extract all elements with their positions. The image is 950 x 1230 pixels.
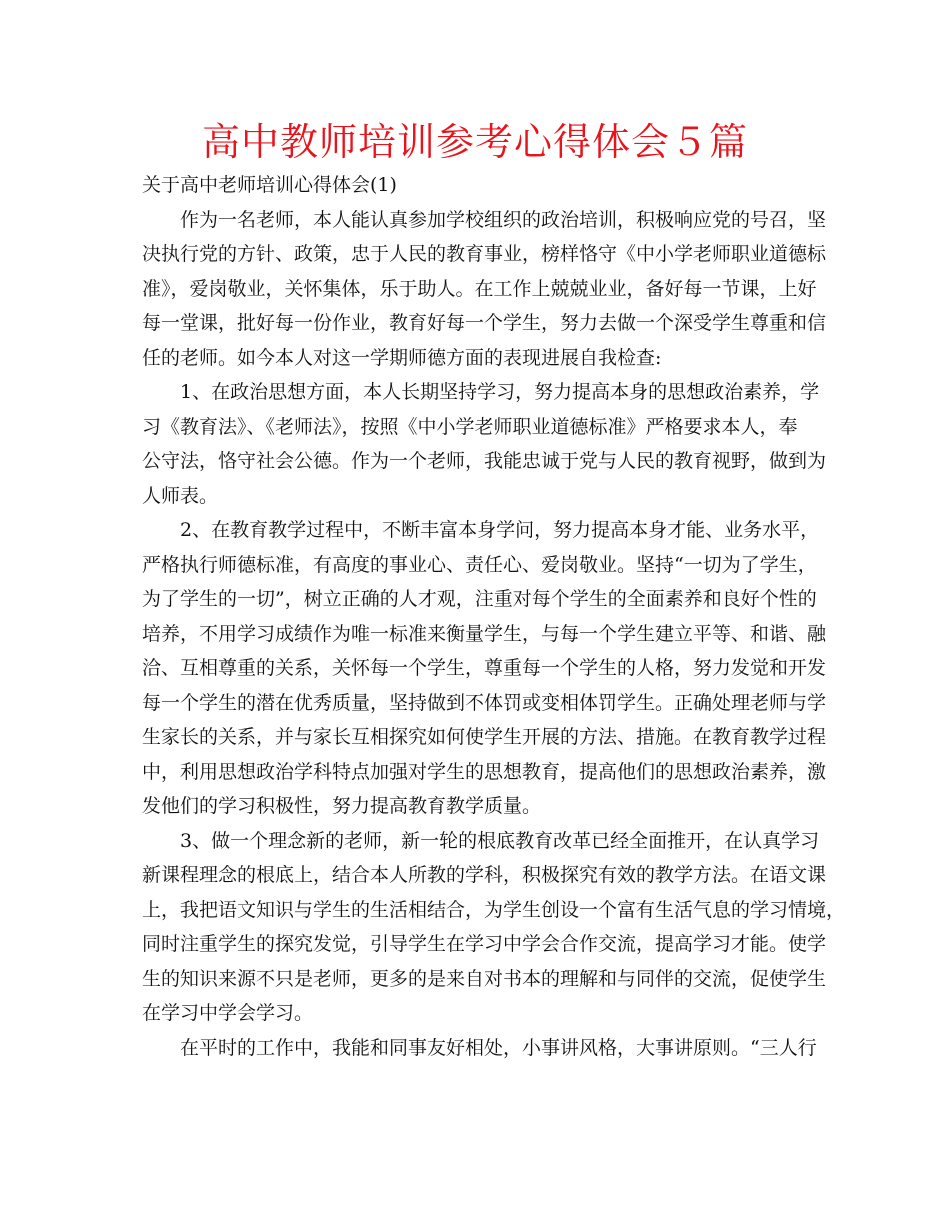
paragraph-line: 在学习中学会学习。 xyxy=(142,1002,314,1024)
paragraph-line: 上，我把语文知识与学生的生活相结合，为学生创设一个富有生活气息的学习情境， xyxy=(142,898,846,921)
paragraph-line: 公守法，恪守社会公德。作为一个老师，我能忠诚于党与人民的教育视野，做到为 xyxy=(142,450,827,472)
paragraph-line: 每一堂课，批好每一份作业，教育好每一个学生，努力去做一个深受学生尊重和信 xyxy=(142,312,827,334)
paragraph-line: 发他们的学习积极性，努力提高教育教学质量。 xyxy=(142,795,542,817)
paragraph-line: 中，利用思想政治学科特点加强对学生的思想教育，提高他们的思想政治素养，激 xyxy=(142,760,827,783)
paragraph-line: 严格执行师德标准，有高度的事业心、责任心、爱岗敬业。坚持“一切为了学生， xyxy=(142,553,817,576)
paragraph-line: 新课程理念的根底上，结合本人所教的学科，积极探究有效的教学方法。在语文课 xyxy=(142,864,827,886)
paragraph-line: 人师表。 xyxy=(142,484,219,507)
document-body xyxy=(142,168,846,1065)
paragraph-line: 洽、互相尊重的关系，关怀每一个学生，尊重每一个学生的人格，努力发觉和开发 xyxy=(142,657,827,679)
paragraph-line: 作为一名老师，本人能认真参加学校组织的政治培训，积极响应党的号召，坚 xyxy=(180,208,827,231)
paragraph-line: 准》，爱岗敬业，关怀集体，乐于助人。在工作上兢兢业业，备好每一节课，上好 xyxy=(142,277,817,300)
paragraph-line: 任的老师。如今本人对这一学期师德方面的表现进展自我检查: xyxy=(142,346,662,369)
paragraph-line: 2、在教育教学过程中，不断丰富本身学问，努力提高本身才能、业务水平， xyxy=(180,519,820,541)
paragraph-line: 生家长的关系，并与家长互相探究如何使学生开展的方法、措施。在教育教学过程 xyxy=(142,726,827,748)
subtitle-line: 关于高中老师培训心得体会(1) xyxy=(142,174,397,196)
paragraph-line: 生的知识来源不只是老师，更多的是来自对书本的理解和与同伴的交流，促使学生 xyxy=(142,967,827,990)
paragraph-line: 决执行党的方针、政策，忠于人民的教育事业，榜样恪守《中小学老师职业道德标 xyxy=(142,243,827,265)
paragraph-line: 每一个学生的潜在优秀质量，坚持做到不体罚或变相体罚学生。正确处理老师与学 xyxy=(142,691,827,714)
paragraph-line: 培养，不用学习成绩作为唯一标准来衡量学生，与每一个学生建立平等、和谐、融 xyxy=(142,622,827,645)
paragraph-line: 3、做一个理念新的老师，新一轮的根底教育改革已经全面推开，在认真学习 xyxy=(180,829,820,852)
paragraph-line: 同时注重学生的探究发觉，引导学生在学习中学会合作交流，提高学习才能。使学 xyxy=(142,933,827,955)
paragraph-line: 在平时的工作中，我能和同事友好相处，小事讲风格，大事讲原则。“三人行 xyxy=(180,1036,817,1059)
document-title: 高中教师培训参考心得体会５篇 xyxy=(201,120,748,164)
paragraph-line: 为了学生的一切”，树立正确的人才观，注重对每个学生的全面素养和良好个性的 xyxy=(142,588,817,610)
paragraph-line: 1、在政治思想方面，本人长期坚持学习，努力提高本身的思想政治素养，学 xyxy=(180,381,820,403)
paragraph-line: 习《教育法》、《老师法》，按照《中小学老师职业道德标准》严格要求本人，奉 xyxy=(142,415,798,438)
